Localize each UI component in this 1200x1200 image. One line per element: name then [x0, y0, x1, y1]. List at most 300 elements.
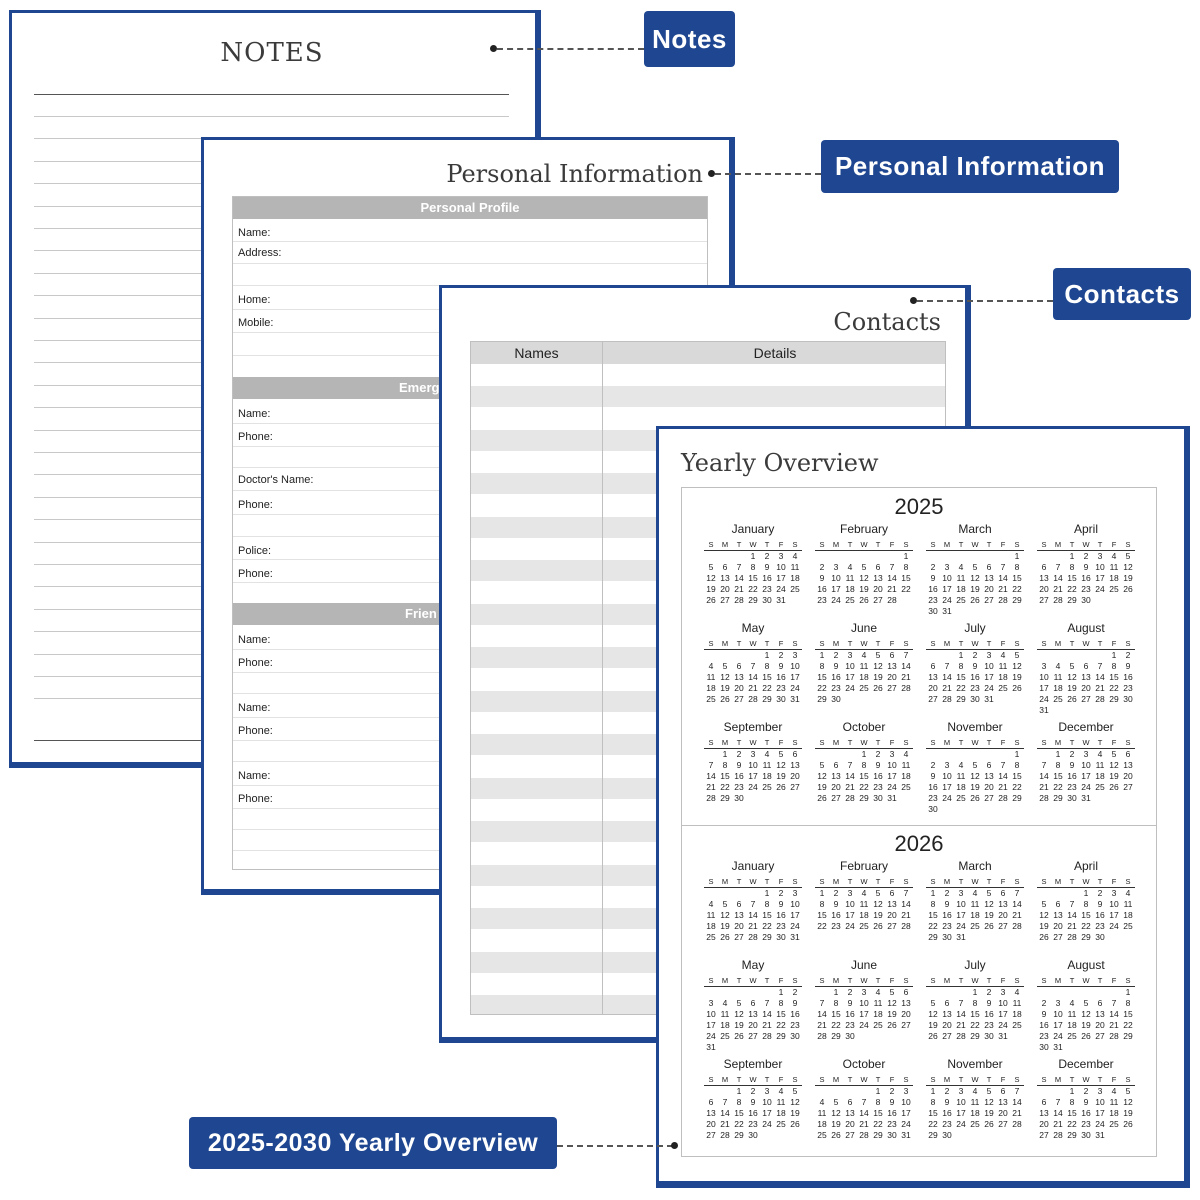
day-number: 1	[1125, 987, 1131, 997]
column-divider	[602, 342, 603, 1014]
day-number: 14	[720, 1108, 730, 1118]
day-number: 16	[831, 910, 841, 920]
day-number: 27	[1095, 1031, 1105, 1041]
weekday-letter: W	[860, 540, 868, 549]
leader-dot	[708, 170, 715, 177]
day-number: 8	[903, 562, 909, 572]
day-number: 14	[998, 573, 1008, 583]
month-calendar	[926, 958, 1024, 1042]
day-number: 19	[1067, 683, 1077, 693]
weekday-letter: T	[958, 1075, 964, 1084]
empty-day	[704, 749, 718, 760]
day-number: 8	[1069, 1097, 1075, 1107]
month-calendar	[926, 522, 1024, 617]
day-number: 9	[778, 661, 784, 671]
day-number: 18	[956, 584, 966, 594]
day-number: 11	[845, 573, 855, 583]
weekday-letter: F	[778, 639, 784, 648]
day-number: 16	[942, 910, 952, 920]
day-number: 15	[1123, 1009, 1133, 1019]
day-number: 24	[1095, 1119, 1105, 1129]
day-number: 8	[764, 661, 770, 671]
day-number: 17	[762, 1108, 772, 1118]
day-number: 28	[706, 793, 716, 803]
day-number: 5	[1083, 998, 1089, 1008]
day-number: 30	[873, 793, 883, 803]
day-number: 1	[764, 650, 770, 660]
day-number: 17	[984, 672, 994, 682]
day-number: 14	[734, 573, 744, 583]
day-number: 27	[984, 793, 994, 803]
day-number: 6	[986, 760, 992, 770]
day-number: 21	[748, 921, 758, 931]
day-number: 25	[706, 694, 716, 704]
day-number: 29	[748, 595, 758, 605]
day-number: 8	[930, 899, 936, 909]
day-number: 15	[817, 672, 827, 682]
day-number: 12	[970, 573, 980, 583]
day-number: 22	[762, 683, 772, 693]
year-heading: 2026	[894, 831, 944, 856]
empty-day	[732, 551, 746, 562]
day-number: 17	[1109, 910, 1119, 920]
day-number: 11	[901, 760, 911, 770]
day-number: 22	[1081, 921, 1091, 931]
day-number: 22	[970, 1020, 980, 1030]
day-number: 10	[706, 1009, 716, 1019]
day-number: 15	[1053, 771, 1063, 781]
weekday-letter: M	[1054, 639, 1062, 648]
day-number: 30	[748, 1130, 758, 1140]
day-number: 9	[1125, 661, 1131, 671]
day-number: 6	[708, 1097, 714, 1107]
day-number: 19	[706, 584, 716, 594]
weekday-header	[926, 738, 1024, 749]
day-number: 29	[873, 1130, 883, 1140]
day-number: 27	[1039, 1130, 1049, 1140]
day-number: 7	[764, 998, 770, 1008]
day-number: 3	[847, 888, 853, 898]
day-number: 7	[944, 661, 950, 671]
weekday-letter: T	[847, 877, 853, 886]
day-number: 26	[873, 683, 883, 693]
month-days	[704, 650, 802, 705]
day-number: 17	[1081, 771, 1091, 781]
day-number: 13	[831, 771, 841, 781]
day-number: 9	[778, 899, 784, 909]
weekday-header	[815, 976, 913, 987]
day-number: 20	[706, 1119, 716, 1129]
day-number: 20	[873, 584, 883, 594]
day-number: 5	[833, 1097, 839, 1107]
weekday-letter: S	[792, 877, 798, 886]
month-calendar	[926, 621, 1024, 705]
day-number: 10	[1081, 760, 1091, 770]
weekday-letter: M	[721, 639, 729, 648]
day-number: 1	[833, 987, 839, 997]
section-header-friends: Frien	[233, 603, 707, 625]
day-number: 16	[831, 672, 841, 682]
day-number: 11	[1067, 1009, 1077, 1019]
day-number: 18	[1067, 1020, 1077, 1030]
day-number: 12	[720, 910, 730, 920]
day-number: 8	[958, 661, 964, 671]
weekday-letter: W	[860, 738, 868, 747]
weekday-letter: S	[930, 738, 936, 747]
day-number: 31	[887, 793, 897, 803]
weekday-letter: F	[1111, 976, 1117, 985]
empty-day	[829, 749, 843, 760]
day-number: 4	[1014, 987, 1020, 997]
empty-day	[746, 987, 760, 998]
empty-day	[1065, 888, 1079, 899]
weekday-letter: T	[986, 540, 992, 549]
day-number: 25	[1067, 1031, 1077, 1041]
day-number: 17	[956, 910, 966, 920]
day-number: 7	[750, 899, 756, 909]
day-number: 9	[750, 1097, 756, 1107]
day-number: 24	[790, 921, 800, 931]
day-number: 2	[1083, 1086, 1089, 1096]
day-number: 16	[1081, 1108, 1091, 1118]
day-number: 13	[1039, 1108, 1049, 1118]
day-number: 28	[748, 694, 758, 704]
weekday-letter: M	[943, 639, 951, 648]
day-number: 16	[748, 1108, 758, 1118]
day-number: 19	[1123, 573, 1133, 583]
day-number: 19	[873, 672, 883, 682]
day-number: 21	[1039, 782, 1049, 792]
weekday-letter: S	[930, 976, 936, 985]
day-number: 6	[1125, 749, 1131, 759]
day-number: 21	[1012, 1108, 1022, 1118]
weekday-letter: W	[971, 976, 979, 985]
weekday-letter: T	[847, 639, 853, 648]
day-number: 16	[1095, 910, 1105, 920]
weekday-header	[926, 976, 1024, 987]
day-number: 14	[748, 672, 758, 682]
day-number: 29	[956, 694, 966, 704]
day-number: 1	[1069, 551, 1075, 561]
day-number: 29	[734, 1130, 744, 1140]
day-number: 31	[984, 694, 994, 704]
day-number: 5	[736, 998, 742, 1008]
day-number: 9	[847, 998, 853, 1008]
weekday-letter: S	[708, 738, 714, 747]
weekday-letter: W	[1082, 540, 1090, 549]
day-number: 4	[972, 888, 978, 898]
day-number: 29	[762, 932, 772, 942]
day-number: 24	[1095, 584, 1105, 594]
weekday-letter: T	[764, 540, 770, 549]
day-number: 18	[706, 683, 716, 693]
day-number: 3	[847, 650, 853, 660]
day-number: 16	[845, 1009, 855, 1019]
weekday-letter: W	[971, 540, 979, 549]
day-number: 28	[1095, 694, 1105, 704]
month-name: September	[723, 1057, 783, 1071]
weekday-letter: S	[903, 738, 909, 747]
weekday-letter: W	[749, 738, 757, 747]
day-number: 22	[1123, 1020, 1133, 1030]
empty-day	[829, 551, 843, 562]
weekday-header	[926, 639, 1024, 650]
day-number: 18	[998, 672, 1008, 682]
column-header-details: Details	[603, 342, 946, 364]
day-number: 25	[956, 595, 966, 605]
day-number: 13	[1123, 760, 1133, 770]
day-number: 18	[970, 910, 980, 920]
day-number: 30	[734, 793, 744, 803]
weekday-header	[926, 1075, 1024, 1086]
day-number: 7	[958, 998, 964, 1008]
day-number: 31	[1081, 793, 1091, 803]
day-number: 15	[970, 1009, 980, 1019]
empty-day	[857, 1086, 871, 1097]
day-number: 11	[873, 998, 883, 1008]
day-number: 23	[734, 782, 744, 792]
weekday-letter: S	[708, 976, 714, 985]
day-number: 13	[998, 1097, 1008, 1107]
weekday-letter: T	[764, 639, 770, 648]
weekday-letter: F	[778, 1075, 784, 1084]
weekday-letter: F	[778, 877, 784, 886]
weekday-letter: F	[889, 976, 895, 985]
day-number: 7	[903, 888, 909, 898]
day-number: 5	[1014, 650, 1020, 660]
month-calendar	[704, 720, 802, 804]
weekday-letter: W	[971, 1075, 979, 1084]
day-number: 14	[1067, 910, 1077, 920]
day-number: 18	[1053, 683, 1063, 693]
day-number: 18	[790, 573, 800, 583]
field-label-address: Address:	[238, 247, 282, 259]
day-number: 29	[1053, 793, 1063, 803]
weekday-letter: T	[958, 976, 964, 985]
day-number: 26	[970, 793, 980, 803]
day-number: 22	[762, 921, 772, 931]
field-label-phone: Phone:	[238, 793, 273, 805]
day-number: 19	[720, 683, 730, 693]
day-number: 4	[1055, 661, 1061, 671]
day-number: 6	[986, 562, 992, 572]
weekday-letter: M	[832, 639, 840, 648]
weekday-letter: T	[875, 1075, 881, 1084]
day-number: 14	[748, 910, 758, 920]
day-number: 12	[873, 899, 883, 909]
day-number: 22	[748, 584, 758, 594]
day-number: 28	[748, 932, 758, 942]
day-number: 28	[1053, 1130, 1063, 1140]
day-number: 21	[720, 1119, 730, 1129]
day-number: 12	[1123, 1097, 1133, 1107]
empty-day	[815, 1086, 829, 1097]
weekday-letter: M	[832, 738, 840, 747]
day-number: 5	[861, 562, 867, 572]
day-number: 17	[956, 1108, 966, 1118]
day-number: 5	[1041, 899, 1047, 909]
day-number: 29	[831, 1031, 841, 1041]
day-number: 8	[875, 1097, 881, 1107]
day-number: 22	[928, 1119, 938, 1129]
weekday-letter: S	[903, 976, 909, 985]
day-number: 19	[859, 584, 869, 594]
day-number: 23	[887, 1119, 897, 1129]
callout-yearly-overview: 2025-2030 Yearly Overview	[189, 1117, 557, 1169]
day-number: 9	[792, 998, 798, 1008]
day-number: 4	[819, 1097, 825, 1107]
day-number: 25	[901, 782, 911, 792]
weekday-letter: S	[1014, 639, 1020, 648]
weekday-letter: T	[764, 738, 770, 747]
weekday-letter: M	[832, 1075, 840, 1084]
weekday-letter: T	[875, 976, 881, 985]
day-number: 25	[1095, 782, 1105, 792]
leader-line	[557, 1145, 673, 1147]
day-number: 22	[859, 782, 869, 792]
empty-day	[704, 1086, 718, 1097]
weekday-letter: T	[1097, 738, 1103, 747]
field-label-name: Name:	[238, 702, 271, 714]
day-number: 15	[817, 910, 827, 920]
day-number: 23	[845, 1020, 855, 1030]
day-number: 4	[1111, 551, 1117, 561]
day-number: 8	[833, 998, 839, 1008]
day-number: 18	[1109, 573, 1119, 583]
day-number: 8	[1083, 899, 1089, 909]
day-number: 3	[958, 1086, 964, 1096]
empty-day	[718, 551, 732, 562]
day-number: 1	[875, 1086, 881, 1096]
day-number: 13	[1081, 672, 1091, 682]
day-number: 7	[1097, 661, 1103, 671]
day-number: 3	[1111, 888, 1117, 898]
weekday-letter: T	[1097, 976, 1103, 985]
day-number: 26	[984, 1119, 994, 1129]
day-number: 23	[817, 595, 827, 605]
weekday-letter: T	[875, 639, 881, 648]
empty-day	[1065, 987, 1079, 998]
empty-day	[926, 551, 940, 562]
row-line	[233, 241, 707, 242]
day-number: 11	[720, 1009, 730, 1019]
day-number: 3	[1000, 987, 1006, 997]
day-number: 14	[942, 672, 952, 682]
empty-day	[843, 749, 857, 760]
day-number: 7	[889, 562, 895, 572]
day-number: 20	[998, 910, 1008, 920]
day-number: 30	[928, 804, 938, 814]
day-number: 20	[1095, 1020, 1105, 1030]
day-number: 17	[1053, 1020, 1063, 1030]
day-number: 2	[889, 1086, 895, 1096]
day-number: 11	[1095, 760, 1105, 770]
weekday-letter: T	[986, 976, 992, 985]
day-number: 1	[930, 1086, 936, 1096]
day-number: 23	[1081, 1119, 1091, 1129]
day-number: 3	[1055, 998, 1061, 1008]
day-number: 14	[859, 1108, 869, 1118]
day-number: 21	[887, 584, 897, 594]
weekday-letter: T	[875, 738, 881, 747]
day-number: 18	[762, 771, 772, 781]
day-number: 13	[1095, 1009, 1105, 1019]
day-number: 6	[1083, 661, 1089, 671]
weekday-letter: S	[1014, 1075, 1020, 1084]
day-number: 23	[984, 1020, 994, 1030]
day-number: 25	[817, 1130, 827, 1140]
weekday-letter: T	[847, 1075, 853, 1084]
day-number: 23	[776, 683, 786, 693]
month-calendar	[926, 859, 1024, 943]
day-number: 28	[998, 793, 1008, 803]
day-number: 4	[778, 1086, 784, 1096]
day-number: 12	[776, 760, 786, 770]
day-number: 24	[1109, 921, 1119, 931]
empty-day	[1093, 650, 1107, 661]
day-number: 3	[750, 749, 756, 759]
month-name: August	[1067, 621, 1105, 635]
day-number: 25	[1053, 694, 1063, 704]
day-number: 6	[944, 998, 950, 1008]
month-name: July	[964, 958, 986, 972]
day-number: 16	[817, 584, 827, 594]
day-number: 12	[1012, 661, 1022, 671]
day-number: 21	[706, 782, 716, 792]
day-number: 27	[887, 921, 897, 931]
weekday-letter: W	[860, 1075, 868, 1084]
day-number: 7	[1014, 1086, 1020, 1096]
day-number: 15	[901, 573, 911, 583]
day-number: 22	[776, 1020, 786, 1030]
day-number: 19	[873, 910, 883, 920]
weekday-header	[815, 738, 913, 749]
day-number: 17	[998, 1009, 1008, 1019]
weekday-letter: W	[971, 639, 979, 648]
day-number: 10	[845, 661, 855, 671]
day-number: 22	[734, 1119, 744, 1129]
month-days	[704, 551, 802, 606]
day-number: 24	[984, 683, 994, 693]
empty-day	[718, 987, 732, 998]
day-number: 11	[859, 899, 869, 909]
day-number: 7	[750, 661, 756, 671]
day-number: 29	[1081, 932, 1091, 942]
day-number: 11	[706, 672, 716, 682]
day-number: 14	[998, 771, 1008, 781]
day-number: 23	[776, 921, 786, 931]
empty-day	[1079, 650, 1093, 661]
day-number: 8	[861, 760, 867, 770]
day-number: 20	[942, 1020, 952, 1030]
weekday-letter: S	[930, 1075, 936, 1084]
empty-day	[996, 551, 1010, 562]
day-number: 7	[722, 1097, 728, 1107]
day-number: 1	[1014, 551, 1020, 561]
day-number: 19	[720, 921, 730, 931]
day-number: 31	[942, 606, 952, 616]
day-number: 26	[817, 793, 827, 803]
day-number: 10	[790, 661, 800, 671]
day-number: 7	[1014, 888, 1020, 898]
day-number: 9	[930, 771, 936, 781]
yearly-overview-title: Yearly Overview	[681, 449, 879, 477]
day-number: 18	[859, 672, 869, 682]
day-number: 23	[748, 1119, 758, 1129]
day-number: 29	[817, 694, 827, 704]
day-number: 1	[819, 888, 825, 898]
day-number: 10	[956, 899, 966, 909]
